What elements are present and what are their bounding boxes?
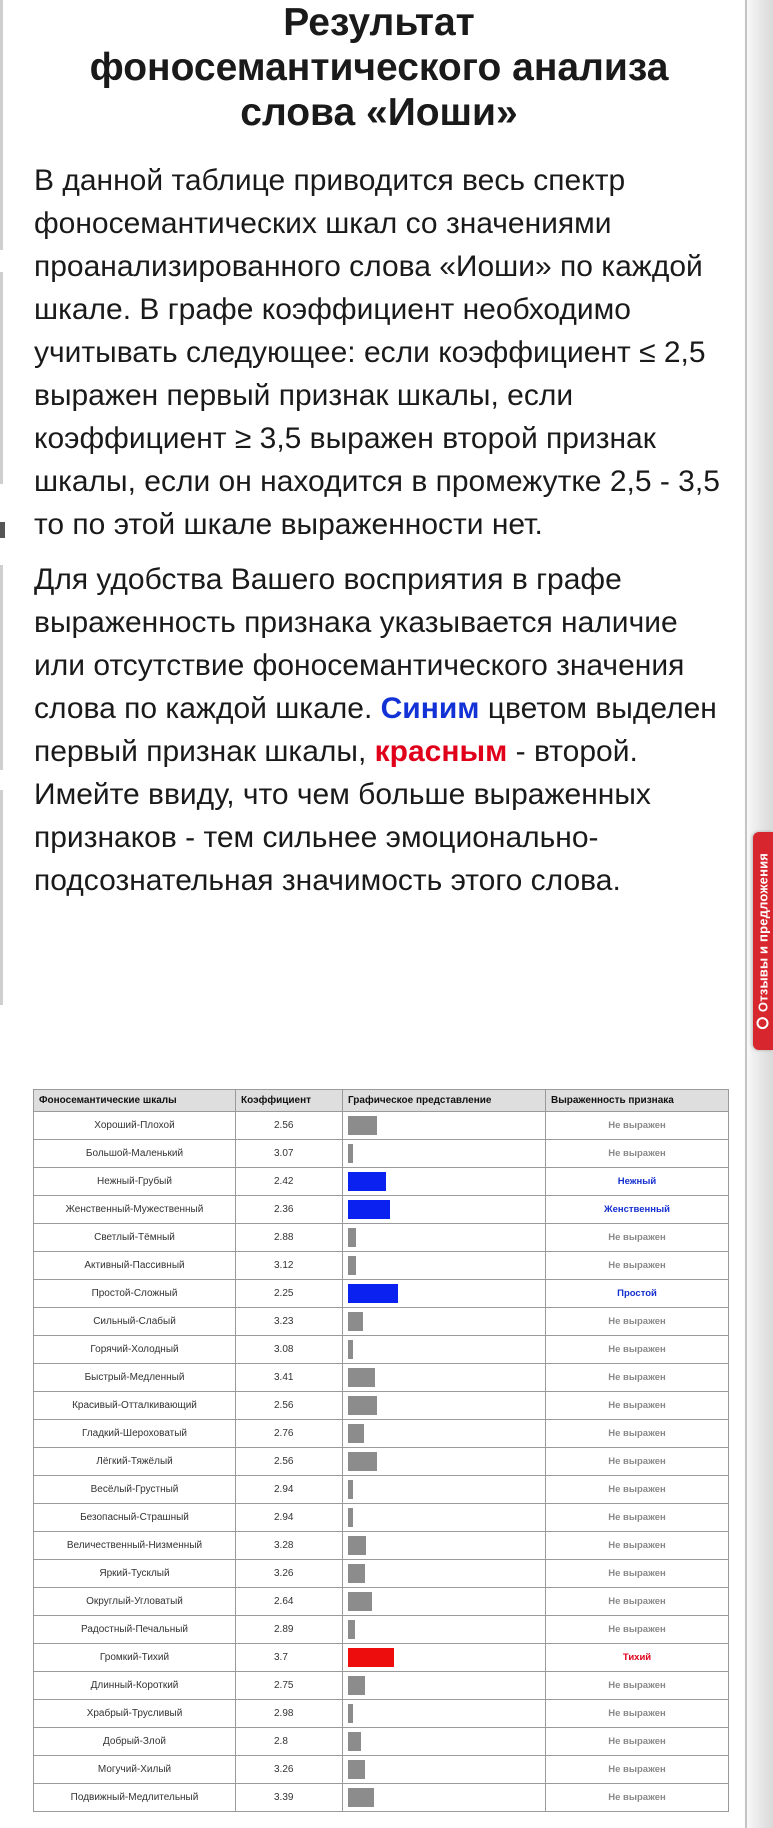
expression-value: Не выражен: [546, 1420, 729, 1448]
coefficient-bar: [348, 1200, 390, 1219]
coefficient-value: 2.8: [236, 1728, 343, 1756]
coefficient-value: 3.23: [236, 1308, 343, 1336]
coefficient-value: 2.42: [236, 1168, 343, 1196]
graph-cell: [343, 1728, 546, 1756]
table-row: [34, 1196, 729, 1224]
expression-value: Не выражен: [546, 1392, 729, 1420]
expression-value: Простой: [546, 1280, 729, 1308]
coefficient-value: 3.07: [236, 1140, 343, 1168]
scale-name: Простой-Сложный: [34, 1280, 236, 1308]
page-title: Результат фоносемантического анализа слова «Иоши»: [89, 1, 669, 134]
scale-name: Округлый-Угловатый: [34, 1588, 236, 1616]
scale-name: Весёлый-Грустный: [34, 1476, 236, 1504]
coefficient-bar: [348, 1312, 363, 1331]
scale-name: Храбрый-Трусливый: [34, 1700, 236, 1728]
table-header-row: [34, 1090, 729, 1112]
table-row: [34, 1168, 729, 1196]
intro-paragraph: В данной таблице приводится весь спектр фоносемантических шкал со значениями проанализированного слова «Иоши» по каждой шкале. В графе коэффициент необходимо учитывать следующее: если коэффициент ≤ 2,5 выражен первый признак шкалы, если коэффициент ≥ 3,5 выражен второй признак шкалы, если он находится в промежутке 2,5 - 3,5 то по этой шкале выраженности нет.: [34, 164, 720, 541]
table-row: [34, 1588, 729, 1616]
table-row: [34, 1476, 729, 1504]
expression-value: Не выражен: [546, 1784, 729, 1812]
coefficient-bar: [348, 1172, 386, 1191]
coefficient-bar: [348, 1144, 353, 1163]
coefficient-value: 3.7: [236, 1644, 343, 1672]
expression-value: Не выражен: [546, 1476, 729, 1504]
graph-cell: [343, 1672, 546, 1700]
coefficient-value: 2.89: [236, 1616, 343, 1644]
table-row: [34, 1560, 729, 1588]
scale-name: Гладкий-Шероховатый: [34, 1420, 236, 1448]
expression-value: Не выражен: [546, 1252, 729, 1280]
scale-name: Большой-Маленький: [34, 1140, 236, 1168]
table-row: [34, 1364, 729, 1392]
coefficient-bar: [348, 1340, 353, 1359]
coefficient-bar: [348, 1396, 377, 1415]
expression-value: Не выражен: [546, 1532, 729, 1560]
coefficient-value: 2.88: [236, 1224, 343, 1252]
coefficient-value: 2.56: [236, 1448, 343, 1476]
graph-cell: [343, 1364, 546, 1392]
graph-cell: [343, 1224, 546, 1252]
coefficient-bar: [348, 1620, 355, 1639]
coefficient-bar: [348, 1592, 372, 1611]
expression-value: Не выражен: [546, 1140, 729, 1168]
feedback-icon: [757, 1017, 769, 1029]
graph-cell: [343, 1252, 546, 1280]
table-row: [34, 1224, 729, 1252]
coefficient-value: 3.08: [236, 1336, 343, 1364]
table-row: [34, 1616, 729, 1644]
expression-value: Не выражен: [546, 1560, 729, 1588]
coefficient-value: 2.75: [236, 1672, 343, 1700]
graph-cell: [343, 1280, 546, 1308]
scale-name: Безопасный-Страшный: [34, 1504, 236, 1532]
graph-cell: [343, 1560, 546, 1588]
scale-name: Женственный-Мужественный: [34, 1196, 236, 1224]
coefficient-bar: [348, 1480, 353, 1499]
scale-name: Могучий-Хилый: [34, 1756, 236, 1784]
scale-name: Активный-Пассивный: [34, 1252, 236, 1280]
coefficient-value: 3.39: [236, 1784, 343, 1812]
table-row: [34, 1504, 729, 1532]
graph-cell: [343, 1504, 546, 1532]
coefficient-bar: [348, 1368, 375, 1387]
coefficient-bar: [348, 1648, 394, 1667]
table-row: [34, 1784, 729, 1812]
coefficient-bar: [348, 1228, 356, 1247]
scale-name: Громкий-Тихий: [34, 1644, 236, 1672]
right-edge-line: [745, 0, 747, 1828]
table-row: [34, 1728, 729, 1756]
expression-value: Нежный: [546, 1168, 729, 1196]
table-row: [34, 1392, 729, 1420]
coefficient-value: 2.36: [236, 1196, 343, 1224]
coefficient-bar: [348, 1564, 365, 1583]
table-row: [34, 1308, 729, 1336]
graph-cell: [343, 1644, 546, 1672]
coefficient-bar: [348, 1424, 364, 1443]
graph-cell: [343, 1756, 546, 1784]
expression-value: Не выражен: [546, 1756, 729, 1784]
expression-value: Не выражен: [546, 1504, 729, 1532]
expression-value: Не выражен: [546, 1728, 729, 1756]
header-expression: Выраженность признака: [546, 1090, 729, 1112]
coefficient-bar: [348, 1676, 365, 1695]
expression-value: Не выражен: [546, 1112, 729, 1140]
expression-value: Тихий: [546, 1644, 729, 1672]
scale-name: Подвижный-Медлительный: [34, 1784, 236, 1812]
coefficient-bar: [348, 1256, 356, 1275]
expression-value: Не выражен: [546, 1224, 729, 1252]
coefficient-bar: [348, 1508, 353, 1527]
scale-name: Сильный-Слабый: [34, 1308, 236, 1336]
coefficient-bar: [348, 1284, 398, 1303]
coefficient-bar: [348, 1788, 374, 1807]
table-row: [34, 1336, 729, 1364]
table-row: [34, 1644, 729, 1672]
graph-cell: [343, 1448, 546, 1476]
header-scales: Фоносемантические шкалы: [34, 1090, 236, 1112]
graph-cell: [343, 1308, 546, 1336]
graph-cell: [343, 1336, 546, 1364]
graph-cell: [343, 1476, 546, 1504]
coefficient-bar: [348, 1536, 366, 1555]
header-graph: Графическое представление: [343, 1090, 546, 1112]
coefficient-bar: [348, 1116, 377, 1135]
expression-value: Не выражен: [546, 1364, 729, 1392]
coefficient-value: 2.98: [236, 1700, 343, 1728]
graph-cell: [343, 1588, 546, 1616]
graph-cell: [343, 1784, 546, 1812]
scale-name: Нежный-Грубый: [34, 1168, 236, 1196]
coefficient-value: 2.94: [236, 1476, 343, 1504]
table-row: [34, 1448, 729, 1476]
table-row: [34, 1700, 729, 1728]
coefficient-bar: [348, 1452, 377, 1471]
graph-cell: [343, 1112, 546, 1140]
coefficient-value: 2.76: [236, 1420, 343, 1448]
coefficient-value: 3.41: [236, 1364, 343, 1392]
scale-name: Быстрый-Медленный: [34, 1364, 236, 1392]
expression-value: Не выражен: [546, 1672, 729, 1700]
coefficient-value: 3.26: [236, 1560, 343, 1588]
table-row: [34, 1672, 729, 1700]
blue-keyword: Синим: [380, 692, 480, 725]
table-row: [34, 1140, 729, 1168]
graph-cell: [343, 1616, 546, 1644]
table-row: [34, 1280, 729, 1308]
scale-name: Длинный-Короткий: [34, 1672, 236, 1700]
scale-name: Величественный-Низменный: [34, 1532, 236, 1560]
expression-value: Не выражен: [546, 1616, 729, 1644]
graph-cell: [343, 1420, 546, 1448]
article: [34, 0, 724, 902]
scale-name: Добрый-Злой: [34, 1728, 236, 1756]
expression-value: Не выражен: [546, 1588, 729, 1616]
coefficient-value: 2.56: [236, 1392, 343, 1420]
scale-name: Красивый-Отталкивающий: [34, 1392, 236, 1420]
red-keyword: красным: [374, 735, 508, 768]
expression-value: Не выражен: [546, 1700, 729, 1728]
graph-cell: [343, 1140, 546, 1168]
graph-cell: [343, 1392, 546, 1420]
coefficient-bar: [348, 1760, 365, 1779]
scale-name: Хороший-Плохой: [34, 1112, 236, 1140]
scale-name: Горячий-Холодный: [34, 1336, 236, 1364]
legend-paragraph: Для удобства Вашего восприятия в графе выраженность признака указывается наличие или отсутствие фоносемантического значения слова по каждой шкале. Синим цветом выделен первый признак шкалы, красным - второй. Имейте ввиду, что чем больше выраженных признаков - тем сильнее эмоционально-подсознательная значимость этого слова.: [34, 563, 717, 897]
scale-name: Лёгкий-Тяжёлый: [34, 1448, 236, 1476]
table-row: [34, 1112, 729, 1140]
coefficient-value: 3.28: [236, 1532, 343, 1560]
table-row: [34, 1532, 729, 1560]
coefficient-bar: [348, 1732, 361, 1751]
expression-value: Не выражен: [546, 1336, 729, 1364]
expression-value: Не выражен: [546, 1448, 729, 1476]
coefficient-value: 2.56: [236, 1112, 343, 1140]
header-coefficient: Коэффициент: [236, 1090, 343, 1112]
expression-value: Не выражен: [546, 1308, 729, 1336]
phonosemantic-table: [33, 1089, 729, 1812]
graph-cell: [343, 1532, 546, 1560]
coefficient-value: 2.25: [236, 1280, 343, 1308]
coefficient-value: 3.26: [236, 1756, 343, 1784]
coefficient-value: 2.94: [236, 1504, 343, 1532]
scale-name: Радостный-Печальный: [34, 1616, 236, 1644]
graph-cell: [343, 1196, 546, 1224]
graph-cell: [343, 1168, 546, 1196]
scale-name: Яркий-Тусклый: [34, 1560, 236, 1588]
coefficient-value: 2.64: [236, 1588, 343, 1616]
feedback-tab[interactable]: Отзывы и предложения: [753, 832, 773, 1050]
graph-cell: [343, 1700, 546, 1728]
table-row: [34, 1252, 729, 1280]
expression-value: Женственный: [546, 1196, 729, 1224]
table-row: [34, 1420, 729, 1448]
coefficient-bar: [348, 1704, 353, 1723]
scale-name: Светлый-Тёмный: [34, 1224, 236, 1252]
coefficient-value: 3.12: [236, 1252, 343, 1280]
table-row: [34, 1756, 729, 1784]
